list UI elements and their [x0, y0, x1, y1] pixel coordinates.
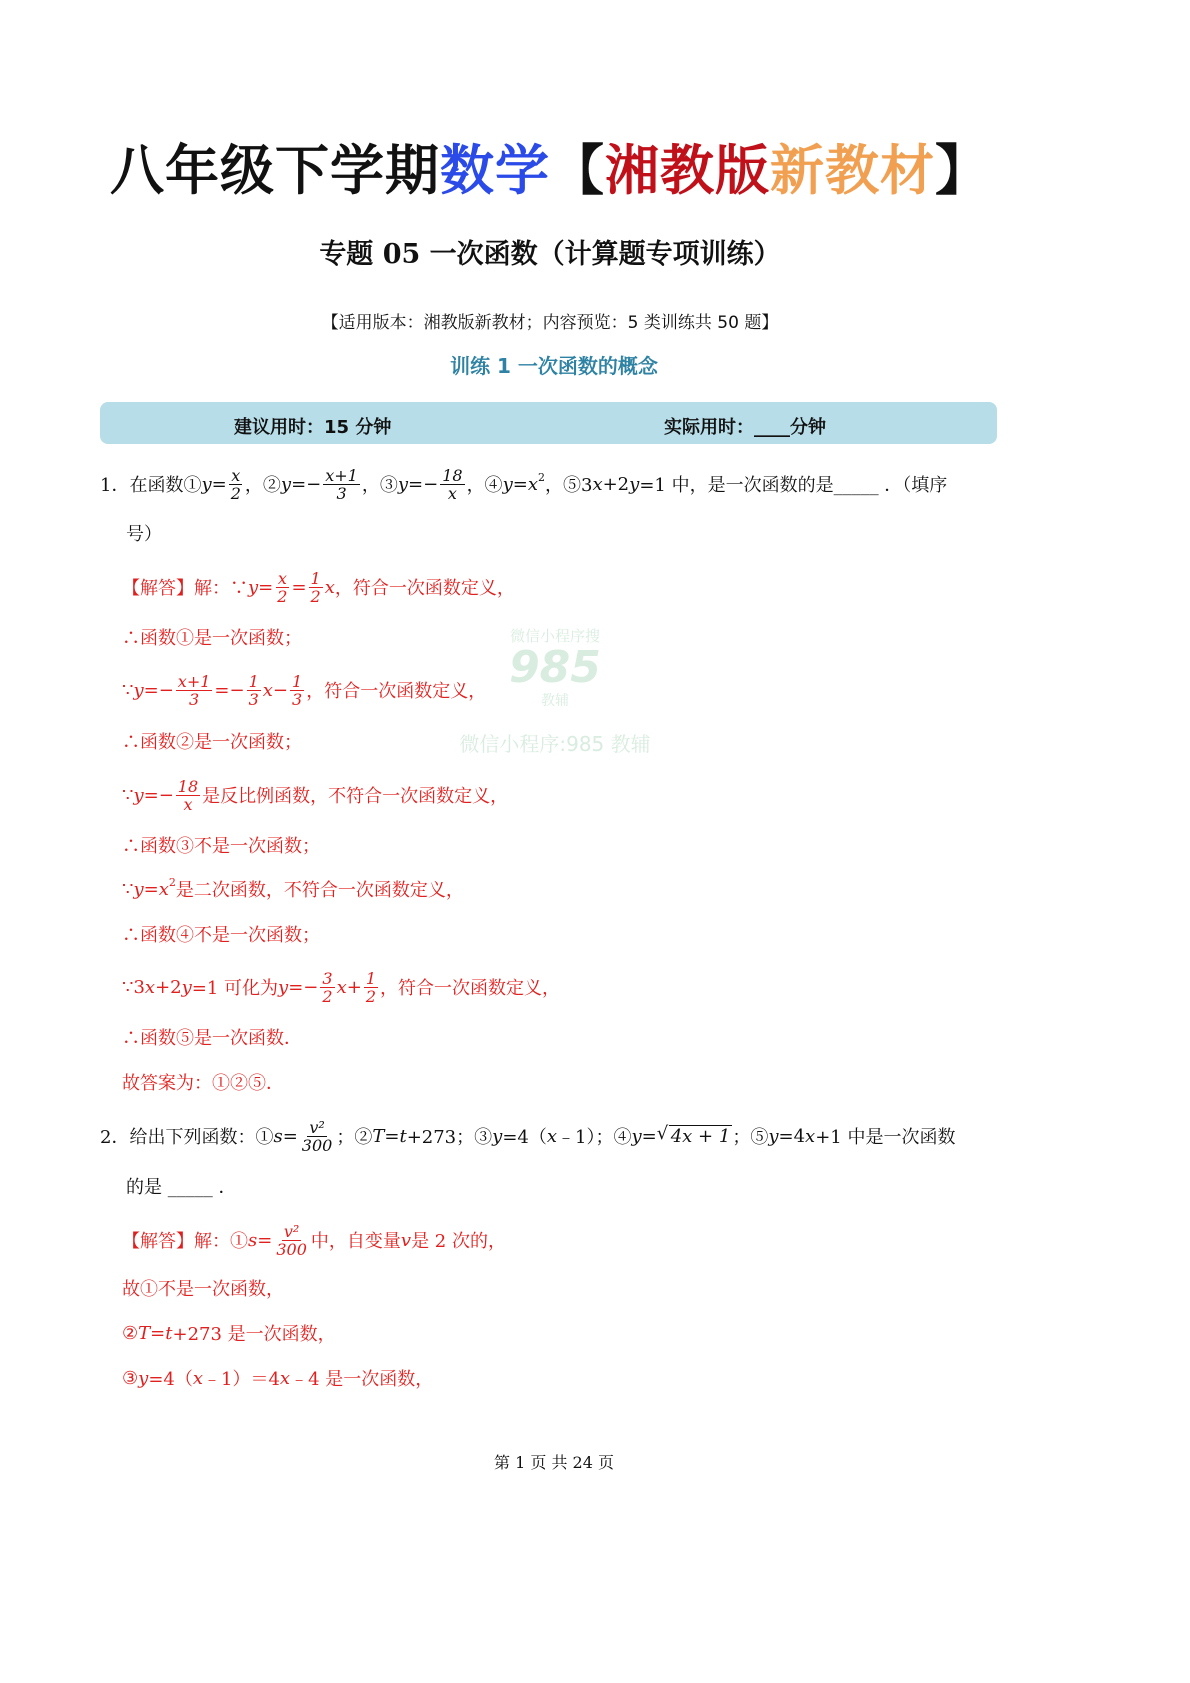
- math-variable: x: [279, 1367, 291, 1389]
- text-run: ，③: [361, 475, 398, 496]
- time-banner: [100, 402, 997, 444]
- text-run: ∴函数⑤是一次函数．: [122, 1028, 302, 1049]
- text-run: ；②: [336, 1127, 373, 1148]
- text-run: =: [512, 473, 528, 495]
- math-variable: s: [248, 1229, 258, 1251]
- text-run: ﹣4 是一次函数，: [290, 1369, 434, 1390]
- text-run: =: [384, 1125, 400, 1147]
- exponent: 2: [537, 470, 545, 484]
- answer-line: [122, 1313, 336, 1353]
- numerator: 18: [442, 465, 463, 485]
- math-variable: y: [181, 976, 192, 998]
- answer-line: [122, 567, 515, 607]
- text-run: =1 中，是一次函数的是_____ ．（填序: [639, 475, 948, 496]
- numerator: 3: [322, 968, 333, 988]
- denominator: 2: [365, 986, 377, 1006]
- text-run: ∴函数③不是一次函数；: [122, 836, 320, 857]
- math-variable: v: [400, 1229, 412, 1251]
- denominator: 2: [322, 986, 333, 1006]
- text-run: 是二次函数，不符合一次函数定义，: [175, 880, 464, 901]
- text-run: ，符合一次函数定义，: [380, 978, 561, 999]
- text-run: =: [257, 1229, 273, 1251]
- math-variable: y: [629, 473, 640, 495]
- denominator: 300: [301, 1135, 333, 1155]
- text-run: ∴函数②是一次函数；: [122, 732, 302, 753]
- fraction: [229, 467, 243, 502]
- fraction: [440, 467, 464, 502]
- text-run: ，②: [244, 475, 281, 496]
- square-root: √ 4x + 1: [669, 1125, 733, 1147]
- math-variable: x: [527, 473, 538, 495]
- text-run: 的是 _____ ．: [126, 1177, 237, 1198]
- text-run: ﹣1）；④: [557, 1127, 632, 1148]
- text-run: =−: [408, 473, 439, 495]
- math-variable: x: [158, 878, 169, 900]
- text-run: +2: [602, 473, 630, 495]
- fraction: [300, 1119, 335, 1154]
- fraction: [176, 673, 213, 708]
- math-variable: y: [133, 784, 144, 806]
- text-run: 中，自变量: [310, 1231, 401, 1252]
- text-run: ∵: [122, 784, 134, 806]
- text-run: 1．在函数①: [100, 475, 202, 496]
- numerator: x+1: [177, 671, 211, 691]
- suggested-time: 建议用时：15 分钟: [234, 417, 392, 438]
- title-part: 湘教版: [605, 139, 770, 202]
- math-variable: x: [336, 976, 347, 998]
- math-variable: y: [280, 473, 292, 495]
- math-variable: x: [592, 473, 603, 495]
- title-part: 八年级下学期: [110, 139, 440, 202]
- text-run: =−: [143, 784, 174, 806]
- answer-line: [122, 670, 486, 710]
- answer-line: [122, 1062, 284, 1102]
- text-run: ∴函数①是一次函数；: [122, 628, 302, 649]
- denominator: 2: [277, 586, 288, 606]
- text-run: =: [282, 1125, 298, 1147]
- actual-time: 实际用时：____分钟: [664, 417, 826, 438]
- text-run: =4（: [502, 1127, 547, 1148]
- text-run: 号）: [126, 524, 162, 545]
- math-variable: t: [399, 1125, 407, 1147]
- answer-line: [122, 1017, 302, 1057]
- text-run: =−: [288, 976, 319, 998]
- title-part: 数学: [440, 139, 550, 202]
- math-variable: y: [133, 679, 144, 701]
- text-run: 是反比例函数，不符合一次函数定义，: [202, 786, 509, 807]
- text-run: =: [258, 576, 274, 598]
- denominator: 2: [310, 586, 321, 606]
- text-run: =: [211, 473, 227, 495]
- math-variable: y: [138, 1367, 149, 1389]
- question-line: [100, 464, 947, 504]
- denominator: 3: [248, 689, 259, 709]
- text-run: =: [143, 878, 159, 900]
- text-run: =1 可化为: [191, 978, 279, 999]
- text-run: 故答案为：①②⑤．: [122, 1073, 284, 1094]
- text-run: =−: [143, 679, 174, 701]
- text-run: ∵: [122, 878, 134, 900]
- text-run: ；⑤: [732, 1127, 769, 1148]
- math-variable: T: [372, 1125, 385, 1147]
- answer-line: [122, 1268, 284, 1308]
- text-run: =−: [291, 473, 322, 495]
- math-variable: x: [144, 976, 156, 998]
- math-variable: x: [546, 1125, 558, 1147]
- text-run: ∵3: [122, 976, 145, 998]
- text-run: =: [641, 1125, 657, 1147]
- text-run: −: [272, 679, 289, 701]
- title-part: 】: [935, 139, 990, 202]
- text-run: 【解答】解：∵: [122, 578, 248, 599]
- math-variable: y: [631, 1125, 642, 1147]
- numerator: v²: [283, 1221, 300, 1241]
- text-run: +273；③: [406, 1127, 493, 1148]
- answer-line: [122, 617, 302, 657]
- answer-line: [122, 967, 560, 1007]
- math-variable: x: [805, 1125, 816, 1147]
- scope-note: 【适用版本：湘教版新教材；内容预览：5 类训练共 50 题】: [321, 313, 779, 333]
- answer-line: [122, 1358, 433, 1398]
- fraction: [176, 778, 200, 813]
- fraction: [364, 970, 378, 1005]
- numerator: 1: [310, 568, 321, 588]
- text-run: +1 中是一次函数: [815, 1127, 956, 1148]
- text-run: ∴函数④不是一次函数；: [122, 925, 320, 946]
- text-run: ②: [122, 1322, 139, 1344]
- watermark-logo-number: 985: [509, 642, 601, 693]
- document-title: [0, 128, 1100, 205]
- math-variable: y: [201, 473, 212, 495]
- numerator: x: [231, 465, 241, 485]
- fraction: [274, 1223, 309, 1258]
- answer-line: [122, 775, 508, 815]
- math-variable: x: [262, 679, 273, 701]
- numerator: 1: [365, 968, 377, 988]
- answer-line: [122, 914, 320, 954]
- numerator: 1: [248, 671, 259, 691]
- fraction: [290, 673, 304, 708]
- text-run: ③: [122, 1367, 139, 1389]
- denominator: x: [183, 794, 193, 814]
- text-run: ，符合一次函数定义，: [306, 681, 487, 702]
- denominator: 3: [292, 689, 303, 709]
- fraction: [247, 673, 261, 708]
- math-variable: y: [768, 1125, 779, 1147]
- math-variable: y: [492, 1125, 503, 1147]
- text-run: =4（: [148, 1369, 193, 1390]
- text-run: 故①不是一次函数，: [122, 1279, 284, 1300]
- page-footer: 第 1 页 共 24 页: [494, 1453, 614, 1472]
- text-run: ，⑤3: [544, 475, 593, 496]
- answer-line: [122, 869, 464, 909]
- denominator: 300: [276, 1239, 307, 1259]
- text-run: =−: [214, 679, 245, 701]
- exponent: 2: [168, 875, 176, 889]
- text-run: =: [150, 1322, 166, 1344]
- numerator: x: [277, 568, 287, 588]
- fraction: [323, 467, 360, 502]
- text-run: +: [346, 976, 362, 998]
- fraction: [320, 970, 334, 1005]
- text-run: ﹣1）＝4: [203, 1369, 280, 1390]
- text-run: +2: [155, 976, 182, 998]
- training-heading: 训练 1 一次函数的概念: [450, 354, 658, 378]
- math-variable: T: [138, 1322, 151, 1344]
- watermark-logo-sub: 教辅: [541, 693, 569, 709]
- question-line: [100, 1116, 955, 1156]
- question-line: [126, 1166, 236, 1206]
- question-line: [126, 513, 162, 553]
- text-run: ∵: [122, 679, 134, 701]
- numerator: 1: [292, 671, 303, 691]
- numerator: x+1: [325, 465, 358, 485]
- answer-line: [122, 825, 320, 865]
- answer-line: [122, 1220, 506, 1260]
- topic-subtitle: 专题 05 一次函数（计算题专项训练）: [319, 239, 781, 270]
- text-run: ，④: [466, 475, 503, 496]
- text-run: 是 2 次的，: [411, 1231, 506, 1252]
- fraction: [275, 570, 289, 605]
- watermark-caption: 微信小程序:985 教辅: [459, 732, 651, 756]
- text-run: =: [291, 576, 307, 598]
- denominator: 3: [336, 483, 347, 503]
- title-part: 新教材: [770, 139, 935, 202]
- math-variable: y: [248, 576, 259, 598]
- numerator: v²: [309, 1117, 325, 1137]
- math-variable: y: [133, 878, 144, 900]
- math-variable: t: [165, 1322, 173, 1344]
- math-variable: x: [324, 576, 335, 598]
- title-part: 【: [550, 139, 605, 202]
- math-variable: y: [502, 473, 513, 495]
- text-run: +273 是一次函数，: [172, 1324, 336, 1345]
- math-variable: y: [278, 976, 289, 998]
- math-variable: x: [192, 1367, 204, 1389]
- text-run: 【解答】解：①: [122, 1231, 248, 1252]
- denominator: 3: [189, 689, 200, 709]
- denominator: 2: [230, 483, 241, 503]
- numerator: 18: [177, 776, 199, 796]
- denominator: x: [447, 483, 457, 503]
- text-run: ，符合一次函数定义，: [334, 578, 515, 599]
- text-run: 2．给出下列函数：①: [100, 1127, 274, 1148]
- math-variable: y: [397, 473, 409, 495]
- fraction: [309, 570, 323, 605]
- text-run: =4: [778, 1125, 806, 1147]
- watermark-text: 微信小程序搜: [509, 627, 600, 645]
- math-variable: s: [273, 1125, 283, 1147]
- answer-line: [122, 721, 302, 761]
